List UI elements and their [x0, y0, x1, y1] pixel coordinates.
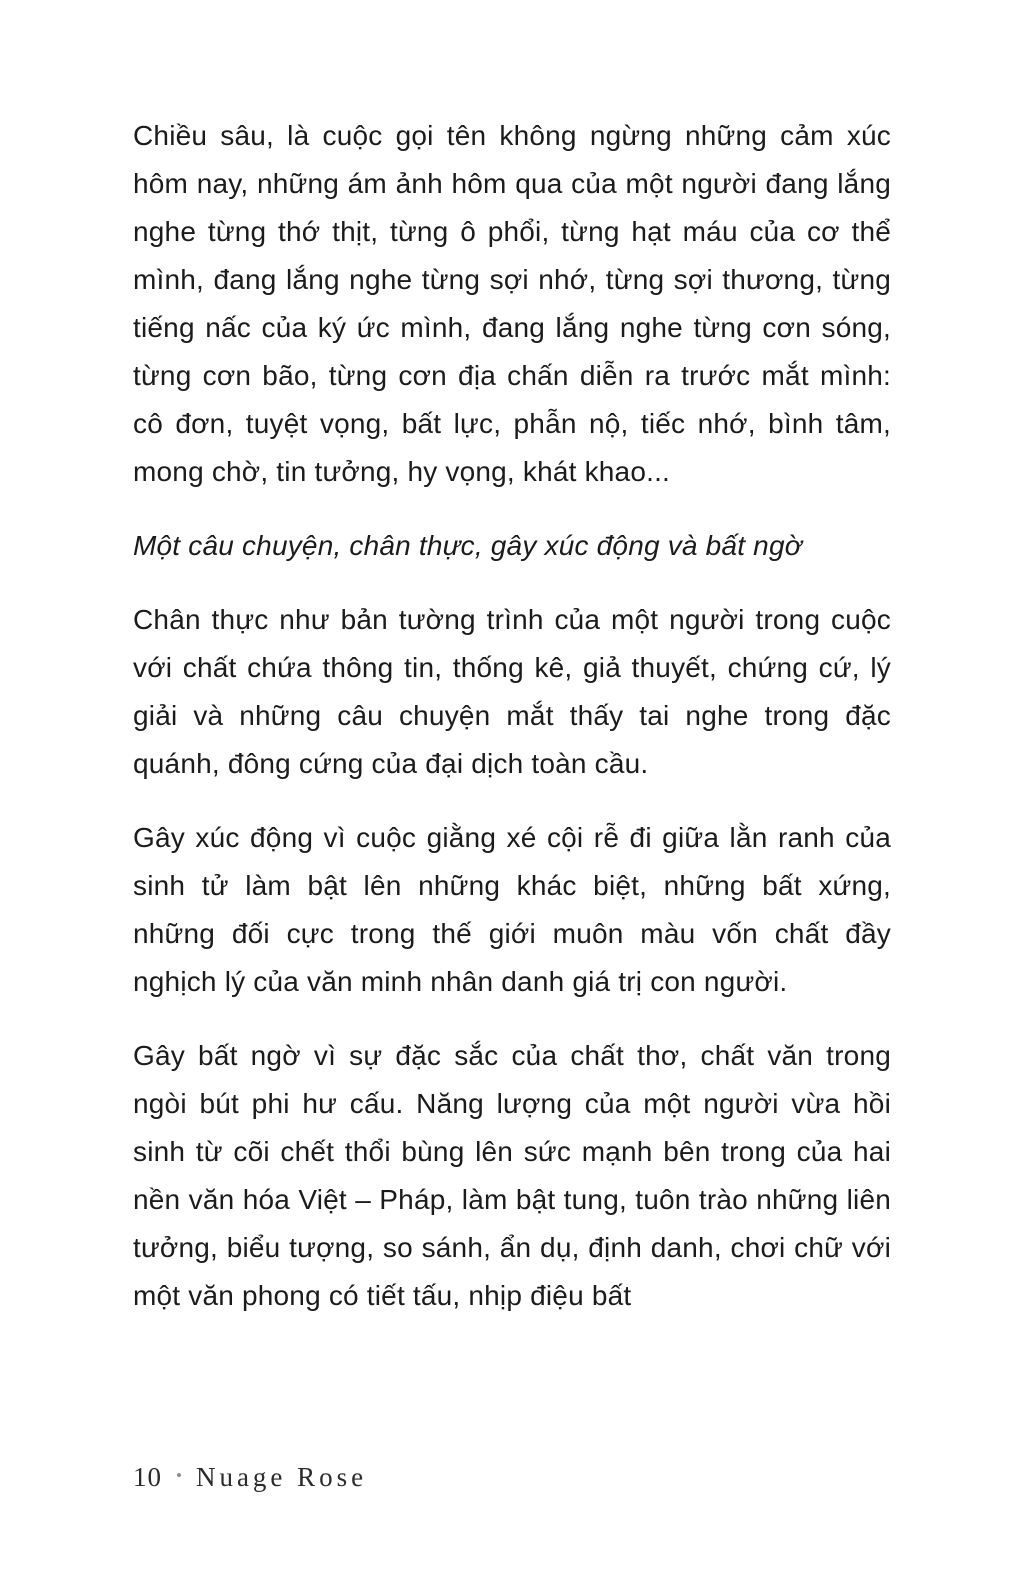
paragraph-depth: Chiều sâu, là cuộc gọi tên không ngừng những cảm xúc hôm nay, những ám ảnh hôm qua của một người đang lắng nghe từng thớ thịt, từng ô phổi, từng hạt máu của cơ thể mình, đang lắng nghe từng sợi nhớ, từng sợi thương, từng tiếng nấc của ký ức mình, đang lắng nghe từng cơn sóng, từng cơn bão, từng cơn địa chấn diễn ra trước mắt mình: cô đơn, tuyệt vọng, bất lực, phẫn nộ, tiếc nhớ, bình tâm, mong chờ, tin tưởng, hy vọng, khát khao...: [133, 120, 891, 487]
page-footer: [133, 1462, 367, 1493]
footer-separator-bullet: •: [176, 1466, 182, 1485]
book-title: Nuage Rose: [195, 1462, 368, 1492]
paragraph-surprise: Gây bất ngờ vì sự đặc sắc của chất thơ, chất văn trong ngòi bút phi hư cấu. Năng lượng của một người vừa hồi sinh từ cõi chết thổi bùng lên sức mạnh bên trong của hai nền văn hóa Việt – Pháp, làm bật tung, tuôn trào những liên tưởng, biểu tượng, so sánh, ẩn dụ, định danh, chơi chữ với một văn phong có tiết tấu, nhịp điệu bất: [133, 1040, 891, 1311]
page-body: [133, 112, 891, 1346]
paragraph-authenticity: Chân thực như bản tường trình của một người trong cuộc với chất chứa thông tin, thống kê, giả thuyết, chứng cứ, lý giải và những câu chuyện mắt thấy tai nghe trong đặc quánh, đông cứng của đại dịch toàn cầu.: [133, 604, 891, 779]
section-subtitle-italic: Một câu chuyện, chân thực, gây xúc động và bất ngờ: [133, 530, 802, 561]
paragraph-emotion: Gây xúc động vì cuộc giằng xé cội rễ đi giữa lằn ranh của sinh tử làm bật lên những khác biệt, những bất xứng, những đối cực trong thế giới muôn màu vốn chất đầy nghịch lý của văn minh nhân danh giá trị con người.: [133, 822, 891, 997]
page-number: 10: [133, 1462, 162, 1492]
